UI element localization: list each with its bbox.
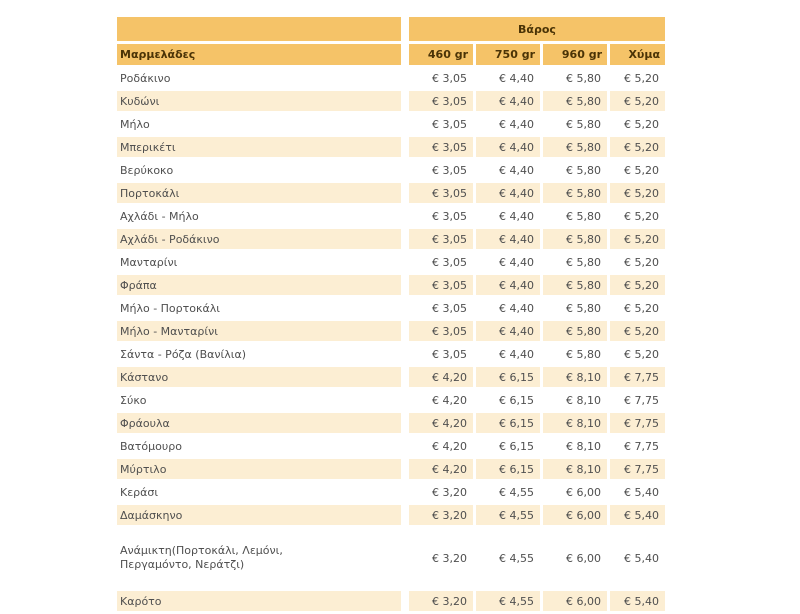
column-spacer — [404, 344, 406, 364]
price-cell: € 5,40 — [610, 505, 665, 525]
price-cell: € 5,20 — [624, 163, 659, 177]
flavor-name-text: Σάντα - Ρόζα (Βανίλια) — [120, 347, 247, 361]
flavor-name-text: Αχλάδι - Ροδάκινο — [120, 232, 220, 246]
flavor-name-text: Μανταρίνι — [120, 255, 178, 269]
flavor-name-text: Ροδάκινο — [120, 71, 171, 85]
price-table-body — [117, 68, 665, 611]
column-header-750gr: 750 gr — [476, 44, 540, 65]
price-cell: € 4,20 — [409, 367, 473, 387]
price-cell: € 5,80 — [543, 275, 607, 295]
flavor-name-text: Φράπα — [120, 278, 157, 292]
price-cell: € 3,20 — [409, 591, 473, 611]
price-cell: € 5,40 — [610, 591, 665, 611]
column-spacer — [404, 436, 406, 456]
price-cell: € 8,10 — [543, 459, 607, 479]
table-row — [117, 344, 665, 364]
flavor-name — [117, 436, 401, 456]
price-cell: € 4,40 — [499, 209, 534, 223]
flavor-name-text: Πορτοκάλι — [120, 186, 180, 200]
flavor-name — [117, 183, 401, 203]
column-header-bulk: Χύμα — [610, 44, 665, 65]
price-cell: € 4,40 — [499, 71, 534, 85]
table-row — [117, 591, 665, 611]
price-cell: € 5,80 — [566, 117, 601, 131]
price-cell: € 6,15 — [499, 393, 534, 407]
flavor-name-text: Αχλάδι - Μήλο — [120, 209, 199, 223]
price-cell: € 3,05 — [409, 275, 473, 295]
flavor-name — [117, 206, 401, 226]
price-cell: € 4,20 — [409, 413, 473, 433]
price-cell: € 6,00 — [566, 551, 601, 565]
table-row — [117, 390, 665, 410]
table-corner-cell — [117, 17, 401, 41]
price-cell: € 7,75 — [624, 393, 659, 407]
price-cell: € 5,80 — [566, 209, 601, 223]
flavor-name — [117, 528, 401, 588]
price-cell: € 7,75 — [610, 413, 665, 433]
price-cell: € 3,05 — [432, 255, 467, 269]
category-header: Μαρμελάδες — [117, 44, 401, 65]
price-cell: € 4,55 — [499, 551, 534, 565]
table-row — [117, 252, 665, 272]
table-row — [117, 505, 665, 525]
weight-group-header: Βάρος — [409, 17, 665, 41]
price-cell: € 3,20 — [432, 551, 467, 565]
flavor-name — [117, 91, 401, 111]
table-row — [117, 528, 665, 588]
column-spacer — [404, 482, 406, 502]
price-cell: € 4,55 — [476, 505, 540, 525]
column-header-row — [117, 44, 665, 65]
flavor-name — [117, 390, 401, 410]
weight-group-row — [117, 17, 665, 41]
price-cell: € 7,75 — [610, 459, 665, 479]
flavor-name-text: Βατόμουρο — [120, 439, 182, 453]
price-cell: € 5,20 — [610, 137, 665, 157]
price-cell: € 5,80 — [543, 321, 607, 341]
price-cell: € 6,15 — [476, 367, 540, 387]
price-cell: € 5,20 — [610, 91, 665, 111]
price-cell: € 4,40 — [476, 321, 540, 341]
column-spacer — [404, 298, 406, 318]
price-cell: € 4,40 — [499, 117, 534, 131]
price-cell: € 4,40 — [499, 301, 534, 315]
price-cell: € 3,05 — [432, 209, 467, 223]
flavor-name — [117, 591, 401, 611]
price-cell: € 4,20 — [432, 439, 467, 453]
flavor-name — [117, 229, 401, 249]
flavor-name-text: Κεράσι — [120, 485, 159, 499]
column-spacer — [404, 114, 406, 134]
price-cell: € 7,75 — [610, 367, 665, 387]
price-cell: € 3,05 — [409, 183, 473, 203]
price-cell: € 5,40 — [624, 485, 659, 499]
price-cell: € 6,00 — [543, 505, 607, 525]
price-cell: € 3,05 — [432, 71, 467, 85]
table-row — [117, 160, 665, 180]
flavor-name — [117, 482, 401, 502]
price-cell: € 4,55 — [499, 485, 534, 499]
column-header-460gr: 460 gr — [409, 44, 473, 65]
flavor-name — [117, 367, 401, 387]
flavor-name-text: Μύρτιλο — [120, 462, 167, 476]
price-cell: € 4,40 — [499, 347, 534, 361]
flavor-name-text: Κάστανο — [120, 370, 169, 384]
price-cell: € 4,40 — [476, 183, 540, 203]
price-cell: € 8,10 — [543, 413, 607, 433]
price-cell: € 5,80 — [543, 183, 607, 203]
price-cell: € 3,05 — [432, 163, 467, 177]
table-row — [117, 137, 665, 157]
column-spacer — [404, 390, 406, 410]
flavor-name-text: Μήλο - Πορτοκάλι — [120, 301, 220, 315]
flavor-name-text: Βερύκοκο — [120, 163, 174, 177]
flavor-name-text: Δαμάσκηνο — [120, 508, 183, 522]
price-cell: € 6,15 — [476, 459, 540, 479]
flavor-name — [117, 413, 401, 433]
column-spacer — [404, 68, 406, 88]
column-spacer — [404, 321, 406, 341]
table-row — [117, 367, 665, 387]
flavor-name — [117, 298, 401, 318]
price-cell: € 4,20 — [409, 459, 473, 479]
price-cell: € 4,40 — [499, 163, 534, 177]
column-header-960gr: 960 gr — [543, 44, 607, 65]
price-cell: € 5,20 — [624, 209, 659, 223]
column-spacer — [404, 275, 406, 295]
price-cell: € 5,20 — [610, 183, 665, 203]
price-cell: € 5,20 — [624, 255, 659, 269]
table-row — [117, 183, 665, 203]
price-cell: € 3,05 — [432, 347, 467, 361]
price-cell: € 5,20 — [624, 347, 659, 361]
price-cell: € 5,20 — [624, 71, 659, 85]
flavor-name — [117, 321, 401, 341]
price-cell: € 5,80 — [566, 71, 601, 85]
price-cell: € 5,20 — [610, 275, 665, 295]
price-cell: € 3,20 — [432, 485, 467, 499]
price-cell: € 5,80 — [543, 137, 607, 157]
price-cell: € 5,80 — [566, 255, 601, 269]
column-spacer — [404, 160, 406, 180]
column-spacer — [404, 528, 406, 588]
price-cell: € 5,40 — [624, 551, 659, 565]
price-cell: € 4,20 — [432, 393, 467, 407]
price-cell: € 5,80 — [543, 91, 607, 111]
price-cell: € 3,05 — [409, 229, 473, 249]
price-cell: € 6,00 — [543, 591, 607, 611]
flavor-name-text: Ανάμικτη(Πορτοκάλι, Λεμόνι, Περγαμόντο, Νεράτζι) — [120, 544, 283, 571]
column-spacer — [404, 413, 406, 433]
table-row — [117, 436, 665, 456]
table-row — [117, 275, 665, 295]
price-cell: € 3,05 — [409, 137, 473, 157]
column-spacer — [404, 183, 406, 203]
column-spacer — [404, 229, 406, 249]
table-row — [117, 413, 665, 433]
price-table-container — [114, 14, 668, 614]
flavor-name — [117, 275, 401, 295]
price-cell: € 8,10 — [543, 367, 607, 387]
column-spacer — [404, 459, 406, 479]
table-row — [117, 459, 665, 479]
column-spacer — [404, 17, 406, 41]
price-cell: € 6,00 — [566, 485, 601, 499]
flavor-name — [117, 114, 401, 134]
price-cell: € 8,10 — [566, 393, 601, 407]
price-cell: € 7,75 — [624, 439, 659, 453]
column-spacer — [404, 367, 406, 387]
flavor-name-text: Σύκο — [120, 393, 147, 407]
price-cell: € 4,55 — [476, 591, 540, 611]
price-cell: € 4,40 — [476, 229, 540, 249]
price-cell: € 3,05 — [432, 301, 467, 315]
price-cell: € 5,80 — [566, 301, 601, 315]
column-spacer — [404, 206, 406, 226]
table-row — [117, 321, 665, 341]
column-spacer — [404, 505, 406, 525]
flavor-name — [117, 505, 401, 525]
flavor-name-text: Φράουλα — [120, 416, 170, 430]
price-cell: € 5,20 — [610, 229, 665, 249]
price-cell: € 4,40 — [499, 255, 534, 269]
flavor-name-text: Μπερικέτι — [120, 140, 176, 154]
price-cell: € 6,15 — [499, 439, 534, 453]
price-cell: € 4,40 — [476, 137, 540, 157]
flavor-name-text: Μήλο — [120, 117, 150, 131]
table-row — [117, 298, 665, 318]
column-spacer — [404, 137, 406, 157]
price-cell: € 3,05 — [409, 91, 473, 111]
price-cell: € 5,20 — [624, 117, 659, 131]
price-cell: € 3,20 — [409, 505, 473, 525]
table-row — [117, 229, 665, 249]
flavor-name-text: Καρότο — [120, 594, 162, 608]
price-cell: € 8,10 — [566, 439, 601, 453]
flavor-name-text: Κυδώνι — [120, 94, 160, 108]
table-row — [117, 68, 665, 88]
price-cell: € 4,40 — [476, 91, 540, 111]
table-row — [117, 114, 665, 134]
table-row — [117, 482, 665, 502]
table-row — [117, 91, 665, 111]
price-cell: € 6,15 — [476, 413, 540, 433]
column-spacer — [404, 591, 406, 611]
flavor-name-text: Μήλο - Μανταρίνι — [120, 324, 218, 338]
flavor-name — [117, 252, 401, 272]
flavor-name — [117, 160, 401, 180]
price-cell: € 5,80 — [566, 347, 601, 361]
price-cell: € 5,80 — [566, 163, 601, 177]
price-table — [114, 14, 668, 614]
column-spacer — [404, 252, 406, 272]
column-spacer — [404, 44, 406, 65]
price-cell: € 3,05 — [409, 321, 473, 341]
price-cell: € 5,20 — [610, 321, 665, 341]
table-row — [117, 206, 665, 226]
column-spacer — [404, 91, 406, 111]
flavor-name — [117, 68, 401, 88]
price-cell: € 3,05 — [432, 117, 467, 131]
flavor-name — [117, 344, 401, 364]
price-cell: € 5,80 — [543, 229, 607, 249]
price-cell: € 5,20 — [624, 301, 659, 315]
flavor-name — [117, 137, 401, 157]
price-cell: € 4,40 — [476, 275, 540, 295]
flavor-name — [117, 459, 401, 479]
